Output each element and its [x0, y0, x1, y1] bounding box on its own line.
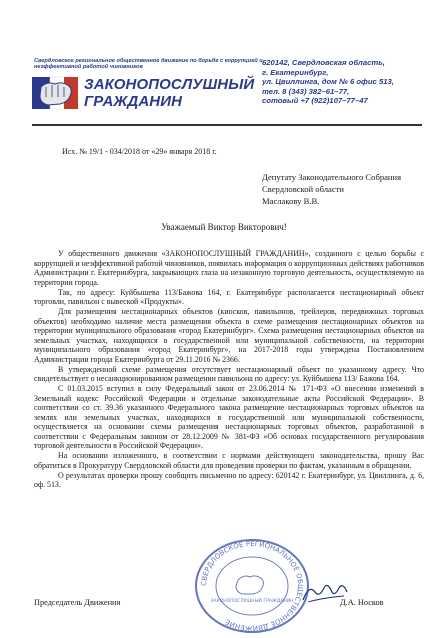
fist-logo-icon: [32, 73, 82, 113]
signer-name: Д.А. Носков: [340, 598, 384, 607]
letterhead-title: [84, 76, 254, 110]
letter-body: [34, 249, 424, 490]
salutation: Уважаемый Виктор Викторович!: [161, 222, 287, 232]
stamp-ring-text: СВЕРДЛОВСКОЕ РЕГИОНАЛЬНОЕ ОБЩЕСТВЕННОЕ ДВИЖЕНИЕ: [199, 539, 305, 633]
body-paragraph: В утвержденной схеме размещения отсутствует нестационарный объект по указанному адресу. Что свидетельствует о несанкционированном размещении павильона по адресу: ул. Куйбышева 113/ Бажова 164.: [34, 364, 424, 383]
body-paragraph: С 01.03.2015 вступил в силу Федеральный закон от 23.06.2014 № 171-ФЗ «О внесении изменений в Земельный кодекс Российской Федерации и отдельные законодательные акты Российской Федерации». В соответствии со ст. 39.36 указанного Федерального закона размещение нестационарных торговых объектов на землях или земельных участках, находящихся в государственной или муниципальной собственности, осуществляется на основании схемы размещения нестационарных торговых объектов, разработанной в соответствии с Федеральным законом от 28.12.2009 № 381-ФЗ «Об основах государственного регулирования торговой деятельности в Российской Федерации».: [34, 384, 424, 450]
letterhead-subtitle: Свердловское региональное общественное движение по борьбе с коррупцией и неэффективной работой чиновников: [34, 58, 263, 71]
contact-line: 620142, Свердловская область,: [262, 58, 385, 67]
letterhead-contacts: [262, 58, 442, 106]
title-line-1: ЗАКОНОПОСЛУШНЫЙ: [84, 76, 255, 93]
body-paragraph: У общественного движения «ЗАКОНОПОСЛУШНЫЙ ГРАЖДАНИН», созданного с целью борьбы с коррупцией и неэффективной работой чиновников, появилась информация о коррупционных действиях работников Администрации г. Екатеринбурга, закрывающих глаза на незаконную торговую деятельность, осуществляемую на территории города.: [34, 249, 424, 287]
title-line-2: ГРАЖДАНИН: [84, 93, 183, 110]
stamp-center-text: ЗАКОНОПОСЛУШНЫЙ ГРАЖДАНИН: [210, 599, 294, 604]
contact-line: тел. 8 (343) 382–61–77,: [262, 86, 350, 96]
addressee-line: Депутату Законодательного Собрания: [262, 172, 402, 182]
addressee-block: [262, 171, 401, 207]
signer-title: Председатель Движения: [34, 598, 121, 607]
body-paragraph: На основании изложенного, в соответствии с нормами действующего законодательства, прошу Вас обратиться в Прокуратуру Свердловской области для проведения проверки по фактам, указанным в обращении.: [34, 451, 424, 470]
body-paragraph: О результатах проверки прошу сообщить письменно по адресу: 620142 г. Екатеринбург, ул. Цвиллинга, д. 6, оф. 513.: [34, 470, 424, 489]
contact-line: г. Екатеринбург,: [262, 67, 329, 77]
outgoing-reference: Исх. № 19/1 - 034/2018 от «29» января 2018 г.: [62, 147, 217, 156]
addressee-line: Свердловской области: [262, 184, 345, 194]
letterhead-divider: [32, 124, 422, 126]
organization-stamp: [190, 536, 314, 636]
contact-line: ул. Цвиллинга, дом № 6 офис 513,: [262, 77, 394, 87]
contact-line: сотовый +7 (922)107–77–47: [262, 96, 368, 106]
body-paragraph: Для размещения нестационарных объектов (киосков, павильонов, трейлеров, передвижных торговых объектов) необходимо наличие места размещения объекта в схеме размещения нестационарных объектов на территории муниципального образования «город Екатеринбург». Схема размещения нестационарных объектов на земельных участках, находящихся в государственной или муниципальной собственности, на территории муниципального образования «город Екатеринбург», на 2017-2018 годы утверждена Постановлением Администрации города Екатеринбурга от 29.11.2016 № 2366.: [34, 307, 424, 364]
addressee-line: Маслакову В.В.: [262, 196, 320, 206]
body-paragraph: Так, по адресу: Куйбышева 113/Бажова 164, г. Екатеринбург располагается нестационарный объект торговли, павильон с вывеской «Продукты».: [34, 287, 424, 306]
